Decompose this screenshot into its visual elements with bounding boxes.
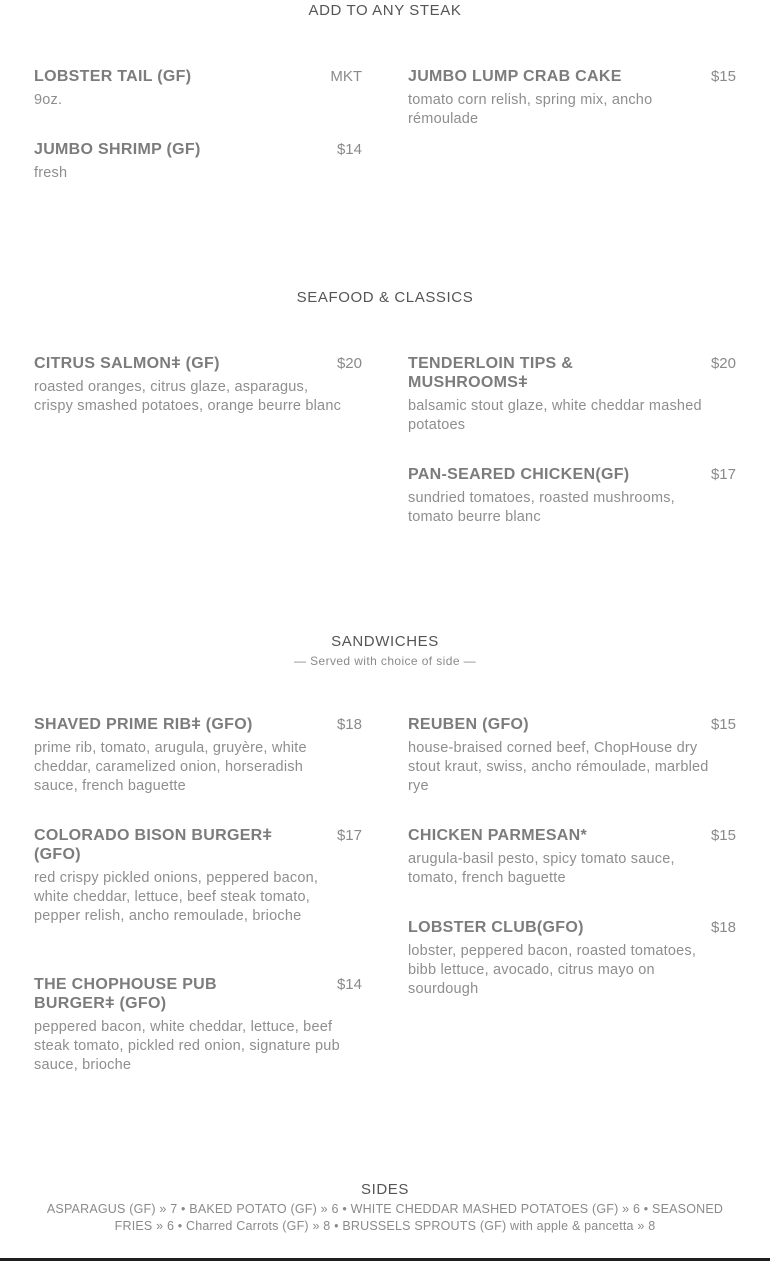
item-name: LOBSTER CLUB(GFO) — [408, 919, 584, 936]
item-price: $15 — [710, 68, 736, 85]
item-price: $20 — [710, 355, 736, 372]
menu-item-shaved-prime-rib — [34, 715, 364, 796]
section-title-seafood-classics: SEAFOOD & CLASSICS — [296, 289, 474, 306]
item-description: balsamic stout glaze, white cheddar mashed potatoes — [408, 398, 702, 433]
item-price: $18 — [710, 919, 736, 936]
menu-item-bison-burger — [34, 826, 364, 926]
item-description: sundried tomatoes, roasted mushrooms, tomato beurre blanc — [408, 490, 675, 525]
item-description: roasted oranges, citrus glaze, asparagus, crispy smashed potatoes, orange beurre blanc — [34, 379, 342, 414]
menu-item-pub-burger — [34, 975, 364, 1075]
menu-item-chicken-parmesan — [408, 826, 738, 888]
item-price: $14 — [336, 141, 362, 158]
menu-item-crab-cake — [408, 67, 738, 129]
item-description: lobster, peppered bacon, roasted tomatoes, bibb lettuce, avocado, citrus mayo on sourdough — [408, 943, 697, 997]
item-name: JUMBO LUMP CRAB CAKE — [408, 68, 622, 85]
item-description: red crispy pickled onions, peppered bacon, white cheddar, lettuce, beef steak tomato, pepper relish, ancho remoulade, brioche — [34, 870, 319, 924]
item-price: $18 — [336, 716, 362, 733]
item-price: $15 — [710, 827, 736, 844]
menu-item-citrus-salmon — [34, 354, 364, 416]
section-subtitle-sandwiches: — Served with choice of side — — [293, 654, 477, 668]
menu-item-lobster-tail — [34, 67, 364, 110]
menu-item-reuben — [408, 715, 738, 796]
item-name: LOBSTER TAIL (GF) — [34, 68, 192, 85]
item-name: COLORADO BISON BURGERǂ (GFO) — [34, 827, 273, 863]
menu-item-lobster-club — [408, 918, 738, 999]
item-price: $14 — [336, 976, 362, 993]
item-name: JUMBO SHRIMP (GF) — [34, 141, 201, 158]
item-name: REUBEN (GFO) — [408, 716, 529, 733]
section-title-sides: SIDES — [360, 1181, 409, 1198]
item-description: 9oz. — [34, 92, 63, 108]
menu-item-jumbo-shrimp — [34, 140, 364, 183]
item-description: peppered bacon, white cheddar, lettuce, beef steak tomato, pickled red onion, signature pub sauce, brioche — [34, 1019, 340, 1073]
item-price: $15 — [710, 716, 736, 733]
item-price: $17 — [336, 827, 362, 844]
section-title-sandwiches: SANDWICHES — [331, 633, 439, 650]
item-name: PAN-SEARED CHICKEN(GF) — [408, 466, 630, 483]
section-title-add-to-steak: ADD TO ANY STEAK — [308, 2, 462, 19]
item-price: $17 — [710, 466, 736, 483]
item-name: THE CHOPHOUSE PUB BURGERǂ (GFO) — [34, 976, 217, 1012]
item-name: TENDERLOIN TIPS & MUSHROOMSǂ — [408, 355, 574, 391]
item-name: SHAVED PRIME RIBǂ (GFO) — [34, 716, 253, 733]
item-name: CITRUS SALMONǂ (GF) — [34, 355, 220, 372]
item-description: fresh — [34, 165, 68, 181]
item-description: house-braised corned beef, ChopHouse dry stout kraut, swiss, ancho rémoulade, marbled rye — [408, 740, 709, 794]
item-description: prime rib, tomato, arugula, gruyère, white cheddar, caramelized onion, horseradish sauce, french baguette — [34, 740, 307, 794]
item-description: tomato corn relish, spring mix, ancho rémoulade — [408, 92, 653, 127]
item-price: $20 — [336, 355, 362, 372]
item-name: CHICKEN PARMESAN* — [408, 827, 588, 844]
sides-list: ASPARAGUS (GF) » 7 • BAKED POTATO (GF) » 6 • WHITE CHEDDAR MASHED POTATOES (GF) » 6 • SEASONED FRIES » 6 • Charred Carrots (GF) » 8 • BRUSSELS SPROUTS (GF) with apple & pancetta » 8 — [46, 1202, 724, 1233]
item-price: MKT — [330, 68, 362, 85]
menu-item-pan-seared-chicken — [408, 465, 738, 527]
menu-item-tenderloin-tips — [408, 354, 738, 435]
item-description: arugula-basil pesto, spicy tomato sauce, tomato, french baguette — [408, 851, 675, 886]
